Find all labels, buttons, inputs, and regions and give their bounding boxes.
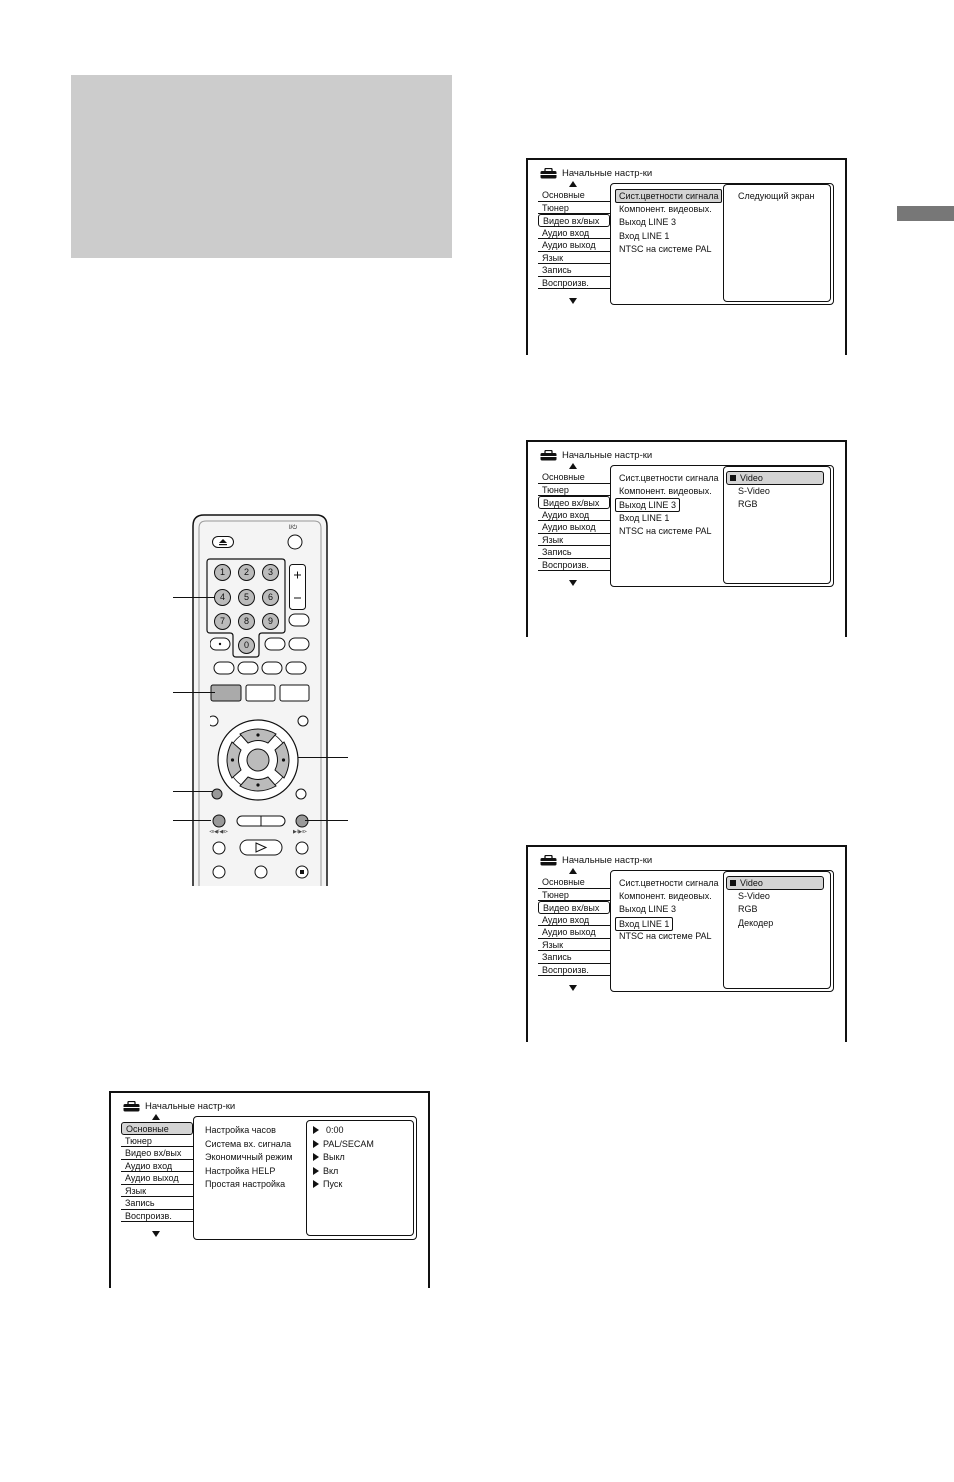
setup-screen-4 [109, 1091, 430, 1288]
option-item[interactable]: RGB [738, 904, 758, 914]
category-item[interactable]: Основные [538, 189, 610, 202]
category-item[interactable]: Язык [121, 1185, 193, 1198]
setting-item[interactable]: Выход LINE 3 [619, 904, 676, 914]
value-item: Вкл [313, 1165, 338, 1177]
options-panel [723, 466, 831, 584]
toolbox-icon [540, 855, 557, 866]
option-item[interactable]: S-Video [738, 486, 770, 496]
callout-line-return [173, 791, 213, 792]
skip-forward-label: ▶/▶⧐ [293, 829, 308, 835]
option-highlighted[interactable]: Video [726, 876, 824, 890]
setup-screen-3 [526, 845, 847, 1042]
setting-item[interactable]: Компонент. видеовых. [619, 891, 712, 901]
selected-mark-icon [730, 880, 736, 886]
numeric-key[interactable]: 7 [214, 613, 231, 630]
play-arrow-icon [313, 1167, 319, 1175]
category-item[interactable]: Аудио вход [538, 509, 610, 522]
setting-item[interactable]: Простая настройка [205, 1179, 286, 1189]
scroll-down-icon[interactable] [569, 985, 577, 991]
category-item[interactable]: Тюнер [538, 484, 610, 497]
power-button[interactable] [287, 534, 303, 550]
setup-screen-2 [526, 440, 847, 637]
category-item[interactable]: Видео вх/вых [121, 1147, 193, 1160]
category-item[interactable]: Аудио выход [538, 926, 610, 939]
heading-placeholder-block [71, 75, 452, 258]
value-item: Пуск [313, 1178, 342, 1190]
setting-item[interactable]: NTSC на системе PAL [619, 244, 712, 254]
value-item: Выкл [313, 1151, 345, 1163]
category-item[interactable]: Запись [538, 546, 610, 559]
category-item-highlighted[interactable]: Основные [121, 1122, 193, 1135]
callout-line-skip-back [173, 820, 211, 821]
category-item[interactable]: Язык [538, 534, 610, 547]
play-arrow-icon [313, 1153, 319, 1161]
scroll-down-icon[interactable] [569, 580, 577, 586]
navigation-pad[interactable] [210, 712, 312, 812]
category-item[interactable]: Основные [538, 876, 610, 889]
category-item[interactable]: Воспроизв. [538, 559, 610, 572]
setting-item[interactable]: Система вх. сигнала [205, 1139, 292, 1149]
setting-item[interactable]: NTSC на системе PAL [619, 931, 712, 941]
menu-title: Начальные настр-ки [562, 449, 653, 461]
category-item[interactable]: Язык [538, 939, 610, 952]
transport-controls [206, 808, 316, 886]
numeric-key[interactable]: 6 [262, 589, 279, 606]
setting-item[interactable]: NTSC на системе PAL [619, 526, 712, 536]
category-item[interactable]: Основные [538, 471, 610, 484]
setting-item[interactable]: Сист.цветности сигнала [619, 473, 719, 483]
category-item[interactable]: Аудио выход [538, 521, 610, 534]
category-item[interactable]: Тюнер [538, 202, 610, 215]
scroll-down-icon[interactable] [569, 298, 577, 304]
eject-button[interactable] [212, 536, 234, 548]
toolbox-icon [540, 168, 557, 179]
callout-line-navigation [298, 757, 348, 758]
setting-item[interactable]: Вход LINE 1 [619, 231, 670, 241]
category-item[interactable]: Аудио вход [538, 914, 610, 927]
scroll-up-icon[interactable] [152, 1114, 160, 1120]
category-item[interactable]: Тюнер [538, 889, 610, 902]
category-item[interactable]: Запись [121, 1197, 193, 1210]
numeric-key[interactable]: 0 [238, 637, 255, 654]
options-panel [723, 184, 831, 302]
category-item[interactable]: Запись [538, 264, 610, 277]
category-item[interactable]: Аудио выход [538, 239, 610, 252]
callout-line-skip-forward [305, 820, 348, 821]
setting-item[interactable]: Компонент. видеовых. [619, 204, 712, 214]
category-item-selected[interactable]: Видео вх/вых [538, 496, 610, 509]
menu-title: Начальные настр-ки [562, 167, 653, 179]
skip-back-label: ⧏◀/◀⧐ [209, 829, 229, 835]
numeric-key[interactable]: 5 [238, 589, 255, 606]
setting-item-selected[interactable]: Вход LINE 1 [615, 917, 673, 931]
remote-control-illustration [190, 512, 330, 886]
menu-title-row [540, 448, 652, 462]
option-item[interactable]: Декодер [738, 918, 774, 928]
numeric-key[interactable]: 2 [238, 564, 255, 581]
scroll-down-icon[interactable] [152, 1231, 160, 1237]
option-next-screen[interactable]: Следующий экран [738, 191, 815, 201]
option-highlighted[interactable]: Video [726, 471, 824, 485]
menu-title-row [540, 853, 652, 867]
scroll-up-icon[interactable] [569, 463, 577, 469]
category-item[interactable]: Воспроизв. [121, 1210, 193, 1223]
button-cluster [210, 612, 315, 682]
numeric-key[interactable]: 4 [214, 589, 231, 606]
category-item[interactable]: Тюнер [121, 1135, 193, 1148]
system-menu-row [210, 684, 312, 702]
menu-title-row [540, 166, 652, 180]
toolbox-icon [540, 450, 557, 461]
options-panel [723, 871, 831, 989]
category-item[interactable]: Язык [538, 252, 610, 265]
menu-title: Начальные настр-ки [145, 1100, 236, 1112]
category-item[interactable]: Воспроизв. [538, 964, 610, 977]
play-arrow-icon [313, 1180, 319, 1188]
menu-title: Начальные настр-ки [562, 854, 653, 866]
volume-rocker[interactable] [289, 564, 306, 610]
numeric-key[interactable]: 3 [262, 564, 279, 581]
selected-mark-icon [730, 475, 736, 481]
play-arrow-icon [313, 1126, 319, 1134]
category-item-selected[interactable]: Видео вх/вых [538, 214, 610, 227]
toolbox-icon [123, 1101, 140, 1112]
numeric-key[interactable]: 8 [238, 613, 255, 630]
category-item[interactable]: Воспроизв. [538, 277, 610, 290]
setting-item-highlighted[interactable]: Сист.цветности сигнала [615, 189, 722, 203]
play-arrow-icon [313, 1140, 319, 1148]
category-item[interactable]: Запись [538, 951, 610, 964]
callout-line-number-keys [173, 597, 215, 598]
menu-title-row [123, 1099, 235, 1113]
scroll-up-icon[interactable] [569, 868, 577, 874]
setting-item[interactable]: Сист.цветности сигнала [619, 878, 719, 888]
setting-item[interactable]: Экономичный режим [205, 1152, 293, 1162]
value-item: 0:00 [313, 1124, 344, 1136]
section-side-tab [897, 206, 954, 221]
setup-screen-1 [526, 158, 847, 355]
option-item[interactable]: RGB [738, 499, 758, 509]
setting-item-selected[interactable]: Выход LINE 3 [615, 498, 680, 512]
setting-item[interactable]: Компонент. видеовых. [619, 486, 712, 496]
setting-item[interactable]: Настройка HELP [205, 1166, 276, 1176]
numeric-key[interactable]: 9 [262, 613, 279, 630]
numeric-key[interactable]: 1 [214, 564, 231, 581]
callout-line-system-menu [173, 692, 215, 693]
power-label: I/⏻ [289, 525, 298, 531]
category-item[interactable]: Аудио вход [538, 227, 610, 240]
option-item[interactable]: S-Video [738, 891, 770, 901]
category-item[interactable]: Аудио выход [121, 1172, 193, 1185]
value-item: PAL/SECAM [313, 1138, 374, 1150]
category-item-selected[interactable]: Видео вх/вых [538, 901, 610, 914]
scroll-up-icon[interactable] [569, 181, 577, 187]
setting-item[interactable]: Вход LINE 1 [619, 513, 670, 523]
setting-item[interactable]: Выход LINE 3 [619, 217, 676, 227]
setting-item[interactable]: Настройка часов [205, 1125, 276, 1135]
category-item[interactable]: Аудио вход [121, 1160, 193, 1173]
values-panel [306, 1120, 414, 1236]
